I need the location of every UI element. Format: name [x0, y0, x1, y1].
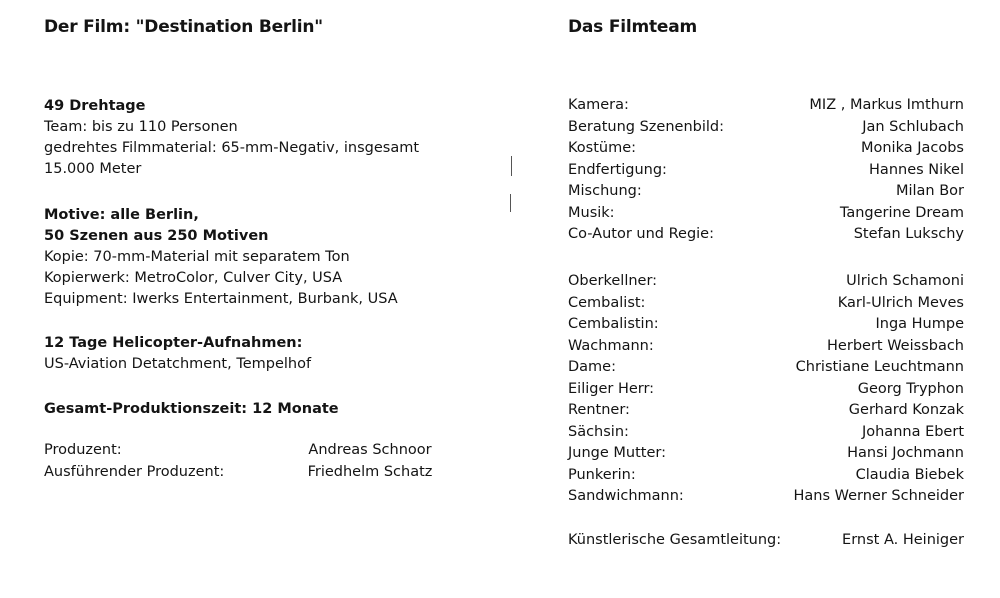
cast-row: [568, 379, 964, 401]
crew-row: [568, 224, 964, 246]
crew-row: [568, 203, 964, 225]
cast-role: Junge Mutter:: [568, 445, 666, 461]
film-title: Der Film: "Destination Berlin": [44, 17, 323, 37]
crew-role: Kostüme:: [568, 140, 637, 156]
direction-info: [568, 530, 964, 552]
cast-role: Wachmann:: [568, 337, 654, 354]
crew-name: Monika Jacobs: [860, 140, 964, 156]
crew-list: [568, 95, 964, 246]
lab-info: Kopierwerk: MetroColor, Culver City, USA: [44, 270, 343, 286]
crew-role: Mischung:: [568, 183, 642, 199]
crew-name: Milan Bor: [895, 183, 964, 199]
cast-role: Sächsin:: [568, 423, 629, 440]
scan-mark-line: [511, 156, 512, 176]
crew-row: [568, 138, 964, 160]
motives-heading: Motive: alle Berlin,: [44, 207, 199, 223]
cast-name: Inga Humpe: [875, 316, 964, 332]
cast-row: [568, 443, 964, 465]
cast-name: Christiane Leuchtmann: [795, 359, 964, 375]
cast-row: [568, 422, 964, 444]
shooting-days: 49 Drehtage: [44, 98, 146, 114]
crew-name: Hannes Nikel: [869, 161, 964, 178]
scenes-heading: 50 Szenen aus 250 Motiven: [44, 228, 269, 244]
producer-list: [44, 440, 436, 483]
cast-row: [568, 293, 964, 315]
crew-name: MIZ , Markus Imthurn: [809, 97, 964, 113]
producer-role: Produzent:: [44, 442, 122, 458]
crew-name: Stefan Lukschy: [853, 226, 964, 242]
cast-name: Karl-Ulrich Meves: [837, 294, 964, 311]
direction-role: Künstlerische Gesamtleitung:: [568, 532, 782, 548]
producer-row: [44, 440, 436, 462]
aviation-info: US-Aviation Detatchment, Tempelhof: [44, 356, 312, 372]
crew-row: [568, 160, 964, 182]
cast-row: [568, 314, 964, 336]
crew-row: [568, 181, 964, 203]
crew-role: Kamera:: [568, 97, 629, 113]
cast-row: [568, 465, 964, 487]
film-material: gedrehtes Filmmaterial: 65-mm-Negativ, insgesamt: [44, 140, 420, 156]
crew-row: [568, 117, 964, 139]
producer-name: Andreas Schnoor: [308, 442, 432, 458]
scan-mark-line: [510, 194, 511, 212]
cast-name: Hans Werner Schneider: [793, 488, 964, 504]
crew-role: Endfertigung:: [568, 161, 667, 178]
direction-row: [568, 530, 964, 552]
motives-info: [44, 205, 398, 310]
helicopter-info: [44, 333, 311, 375]
equipment-info: Equipment: Iwerks Entertainment, Burbank, USA: [44, 291, 398, 307]
shooting-info: [44, 96, 419, 180]
crew-row: [568, 95, 964, 117]
cast-row: [568, 271, 964, 293]
producer-role: Ausführender Produzent:: [44, 463, 225, 480]
crew-name: Tangerine Dream: [839, 204, 964, 221]
crew-role: Musik:: [568, 204, 615, 221]
cast-role: Punkerin:: [568, 466, 636, 483]
film-length: 15.000 Meter: [44, 161, 142, 177]
cast-row: [568, 336, 964, 358]
cast-role: Sandwichmann:: [568, 488, 684, 504]
cast-name: Johanna Ebert: [861, 423, 964, 440]
cast-name: Ulrich Schamoni: [846, 273, 964, 289]
cast-role: Eiliger Herr:: [568, 380, 655, 397]
cast-list: [568, 271, 964, 508]
cast-name: Georg Tryphon: [857, 380, 964, 397]
team-size: Team: bis zu 110 Personen: [44, 119, 238, 135]
crew-role: Co-Autor und Regie:: [568, 226, 714, 242]
cast-name: Herbert Weissbach: [827, 337, 964, 354]
cast-role: Oberkellner:: [568, 273, 658, 289]
cast-role: Dame:: [568, 359, 616, 375]
production-time: [44, 399, 339, 420]
copy-info: Kopie: 70-mm-Material mit separatem Ton: [44, 249, 350, 265]
crew-name: Jan Schlubach: [862, 118, 964, 135]
cast-row: [568, 400, 964, 422]
direction-name: Ernst A. Heiniger: [842, 532, 964, 548]
team-title: Das Filmteam: [568, 17, 698, 37]
cast-name: Hansi Jochmann: [847, 445, 964, 461]
producer-name: Friedhelm Schatz: [307, 463, 433, 480]
production-time-text: Gesamt-Produktionszeit: 12 Monate: [44, 401, 339, 417]
cast-role: Cembalist:: [568, 294, 646, 311]
cast-row: [568, 357, 964, 379]
cast-role: Rentner:: [568, 402, 630, 418]
helicopter-heading: 12 Tage Helicopter-Aufnahmen:: [44, 335, 303, 351]
cast-name: Claudia Biebek: [855, 466, 964, 483]
cast-name: Gerhard Konzak: [848, 402, 964, 418]
producer-row: [44, 462, 436, 484]
crew-role: Beratung Szenenbild:: [568, 118, 724, 135]
cast-row: [568, 486, 964, 508]
cast-role: Cembalistin:: [568, 316, 659, 332]
